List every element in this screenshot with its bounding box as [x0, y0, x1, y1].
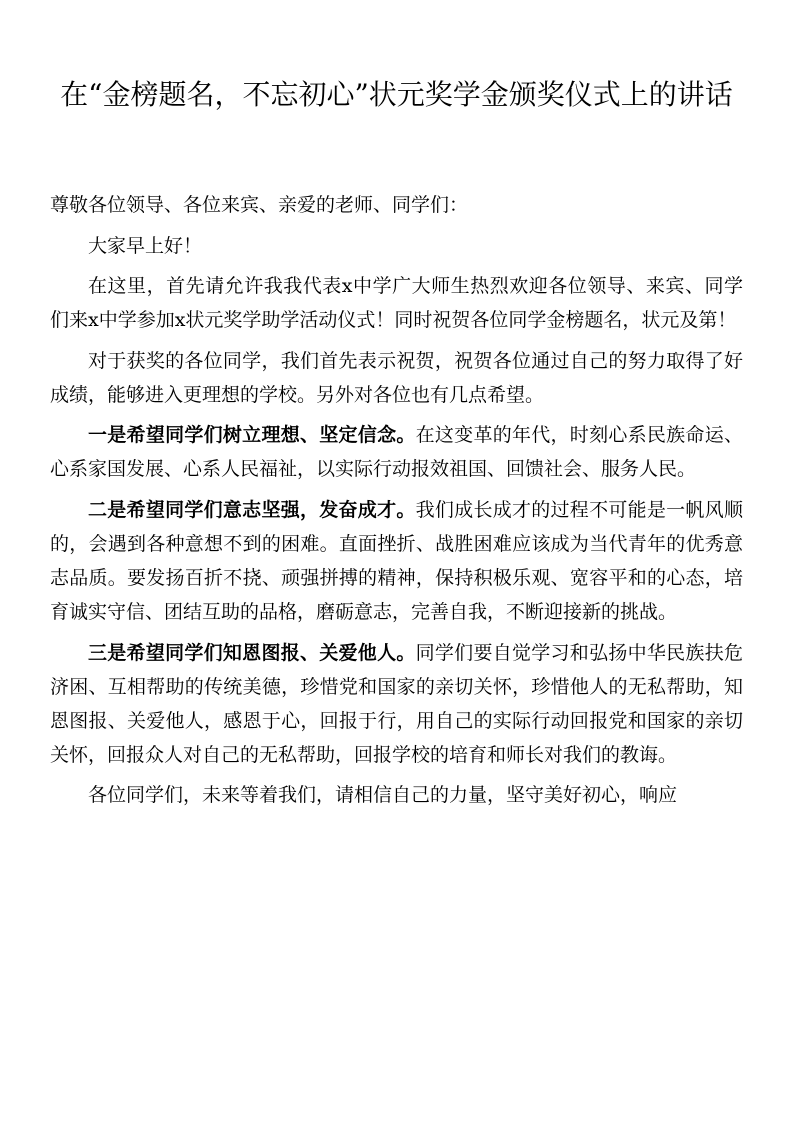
point-text-3: 同学们要自觉学习和弘扬中华民族扶危济困、互相帮助的传统美德，珍惜党和国家的亲切关怀，珍惜他人的无私帮助，知恩图报、关爱他人，感恩于心，回报于行，用自己的实际行动回报党和国家的亲切关怀，回报众人对自己的无私帮助，回报学校的培育和师长对我们的教诲。 — [50, 641, 743, 766]
point-lead-1: 一是希望同学们树立理想、坚定信念。 — [88, 424, 416, 447]
point-text-2: 我们成长成才的过程不可能是一帆风顺的，会遇到各种意想不到的困难。直面挫折、战胜困难应该成为当代青年的优秀意志品质。要发扬百折不挠、顽强拼搏的精神，保持积极乐观、宽容平和的心态，培育诚实守信、团结互助的品格，磨砺意志，完善自我，不断迎接新的挑战。 — [50, 498, 743, 623]
point-lead-2: 二是希望同学们意志坚强，发奋成才。 — [88, 498, 416, 521]
greeting-paragraph: 大家早上好！ — [88, 234, 203, 257]
salutation-paragraph: 尊敬各位领导、各位来宾、亲爱的老师、同学们： — [50, 194, 469, 216]
point-lead-3: 三是希望同学们知恩图报、关爱他人。 — [88, 641, 416, 664]
document-body — [50, 188, 743, 819]
document-title: 在“金榜题名，不忘初心”状元奖学金颁奖仪式上的讲话 — [60, 78, 733, 111]
point-paragraph-2 — [50, 493, 743, 629]
intro-paragraph: 在这里，首先请允许我我代表x中学广大师生热烈欢迎各位领导、来宾、同学们来x中学参加x状元奖学助学活动仪式！同时祝贺各位同学金榜题名，状元及第！ — [50, 275, 743, 332]
congrats-paragraph: 对于获奖的各位同学，我们首先表示祝贺，祝贺各位通过自己的努力取得了好成绩，能够进入更理想的学校。另外对各位也有几点希望。 — [50, 349, 743, 406]
point-text-1: 在这变革的年代，时刻心系民族命运、心系家国发展、心系人民福祉，以实际行动报效祖国、回馈社会、服务人民。 — [50, 424, 743, 481]
point-paragraph-3 — [50, 636, 743, 772]
point-paragraph-1 — [50, 418, 743, 486]
closing-paragraph: 各位同学们，未来等着我们，请相信自己的力量，坚守美好初心，响应 — [88, 784, 678, 807]
